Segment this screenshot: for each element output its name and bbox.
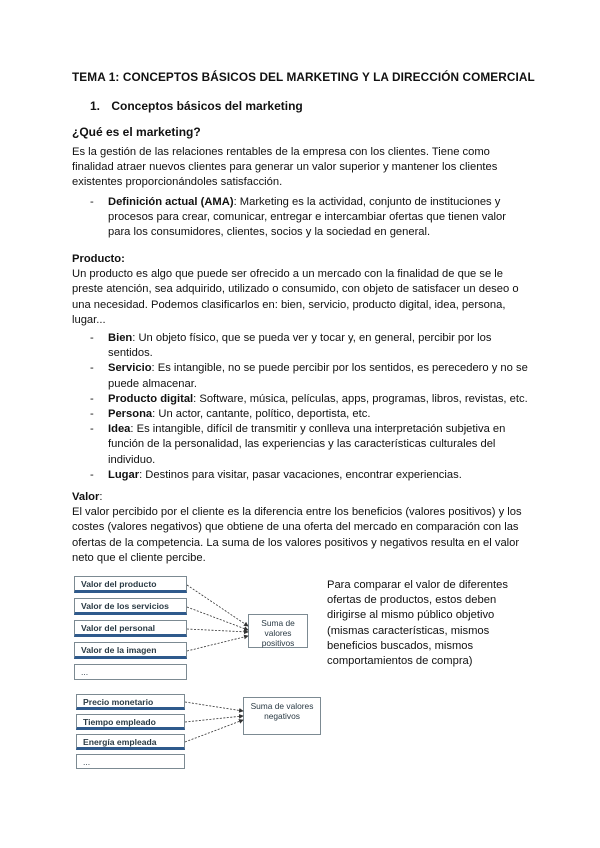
item-text: : Es intangible, difícil de transmitir y conlleva una interpretación subjetiva en función de la personalidad, las experiencias y las características culturales del individuo. <box>108 423 506 466</box>
positive-value-box: Valor de los servicios <box>74 598 187 615</box>
definition-term: Definición actual (AMA) <box>108 196 234 208</box>
definition-text: : Marketing es la actividad, conjunto de instituciones y procesos para crear, comunicar, entregar e intercambiar ofertas que tienen valor para los consumidores, clientes, socios y la sociedad en general. <box>108 196 506 239</box>
item-text: : Un actor, cantante, político, deportista, etc. <box>152 408 371 421</box>
item-term: Producto digital <box>108 392 194 405</box>
document-title: TEMA 1: CONCEPTOS BÁSICOS DEL MARKETING Y LA DIRECCIÓN COMERCIAL <box>72 70 535 84</box>
positive-value-box: ... <box>74 664 187 680</box>
side-note: Para comparar el valor de diferentes ofertas de productos, estos deben dirigirse al mismo público objetivo (mismas características, mismos beneficios buscados, mismos comportamientos de compra) <box>327 579 508 668</box>
section-label: Conceptos básicos del marketing <box>111 99 303 113</box>
item-term: Servicio <box>108 362 152 375</box>
item-text: : Destinos para visitar, pasar vacaciones, encontrar experiencias. <box>139 468 462 481</box>
negative-sum-box: Suma de valores negativos <box>243 697 321 735</box>
arrow-line <box>187 629 248 632</box>
arrow-line <box>187 585 248 626</box>
negative-value-box: Precio monetario <box>76 694 185 710</box>
item-term: Lugar <box>108 468 140 481</box>
negative-value-box: Energía empleada <box>76 734 185 750</box>
valor-paragraph: El valor percibido por el cliente es la diferencia entre los beneficios (valores positivos) y los costes (valores negativos) que obtiene de una oferta del mercado en comparación con las ofertas de la competencia. La suma de los valores positivos y negativos resulta en el valor neto que el cliente percibe. <box>72 506 522 564</box>
section-number: 1. <box>90 99 101 113</box>
positive-value-box: Valor del personal <box>74 620 187 637</box>
intro-paragraph: Es la gestión de las relaciones rentables de la empresa con los clientes. Tiene como finalidad atraer nuevos clientes para generar un valor superior y mantener los clientes existentes proporcionándoles satisfacción. <box>72 146 498 189</box>
arrow-line <box>187 636 248 651</box>
valor-colon: : <box>99 491 103 503</box>
arrow-line <box>185 716 243 722</box>
item-term: Bien <box>108 332 133 344</box>
valor-heading: Valor <box>72 491 100 503</box>
positive-sum-box: Suma de valores positivos <box>248 614 308 648</box>
item-text: : Software, música, películas, apps, programas, libros, revistas, etc. <box>193 392 528 405</box>
arrow-line <box>187 607 248 630</box>
negative-value-box: Tiempo empleado <box>76 714 185 730</box>
item-term: Idea <box>108 423 131 436</box>
producto-heading: Producto: <box>72 253 125 265</box>
arrow-line <box>185 702 243 711</box>
item-term: Persona <box>108 408 153 421</box>
negative-value-box: ... <box>76 754 185 769</box>
question-heading: ¿Qué es el marketing? <box>72 125 201 139</box>
positive-value-box: Valor de la imagen <box>74 642 187 659</box>
producto-paragraph: Un producto es algo que puede ser ofrecido a un mercado con la finalidad de que se le preste atención, sea adquirido, utilizado o consumido, con objeto de satisfacer un deseo o una necesidad. Podemos clasificarlos en: bien, servicio, producto digital, idea, persona, lugar... <box>72 268 519 326</box>
item-text: : Es intangible, no se puede percibir por los sentidos, es perecedero y no se puede almacenar. <box>108 362 528 390</box>
item-text: : Un objeto físico, que se pueda ver y tocar y, en general, percibir por los sentidos. <box>108 332 492 360</box>
positive-value-box: Valor del producto <box>74 576 187 593</box>
arrow-line <box>185 720 243 742</box>
